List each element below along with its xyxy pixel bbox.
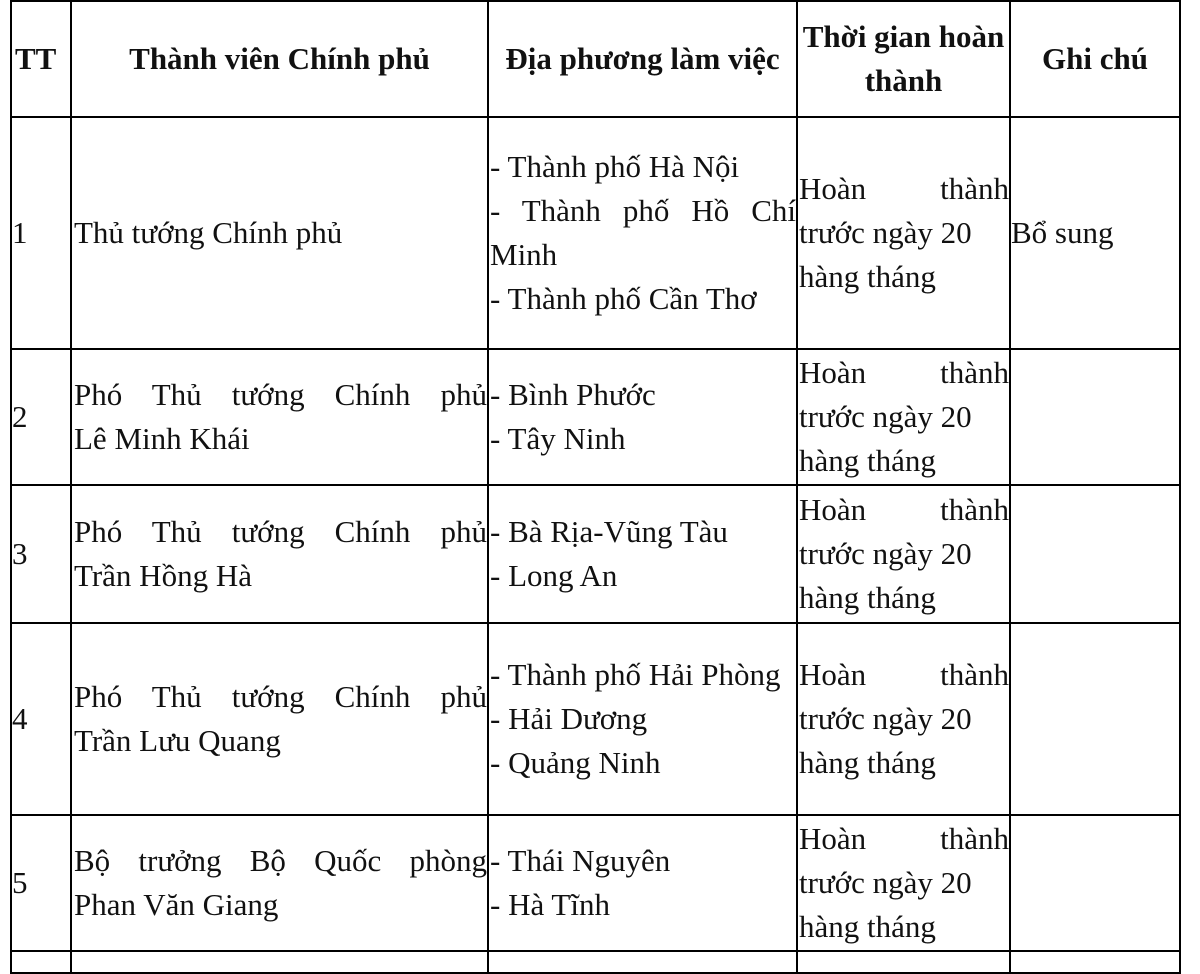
table-row-partial [11, 951, 1180, 973]
header-place: Địa phương làm việc [488, 1, 797, 117]
time-word: Hoàn [799, 657, 867, 692]
place-item: - Thành phố Hà Nội [490, 149, 740, 184]
member-cell [71, 951, 488, 973]
member-cell [71, 815, 488, 951]
table-row [11, 349, 1180, 485]
member-name: Trần Lưu Quang [74, 723, 281, 758]
assignment-table [10, 0, 1181, 974]
place-item: - Thành phố Hồ Chí Minh [490, 193, 796, 272]
place-item: - Hải Dương [490, 701, 648, 736]
time-cell [797, 951, 1010, 973]
time-word: Hoàn [799, 821, 867, 856]
time-word: thành [940, 821, 1009, 856]
place-item: - Quảng Ninh [490, 745, 661, 780]
place-item: - Thái Nguyên [490, 843, 671, 878]
header-row [11, 1, 1180, 117]
note-cell: Bổ sung [1010, 117, 1180, 349]
place-item: - Bà Rịa-Vũng Tàu [490, 514, 728, 549]
row-number [11, 951, 71, 973]
row-number: 2 [11, 349, 71, 485]
time-rest: trước ngày 20 hàng tháng [799, 536, 972, 615]
member-name: Phan Văn Giang [74, 887, 279, 922]
member-title: Phó Thủ tướng Chính phủ [74, 514, 487, 549]
place-item: - Long An [490, 558, 618, 593]
row-number: 3 [11, 485, 71, 623]
table-row [11, 623, 1180, 815]
member-cell [71, 117, 488, 349]
place-cell [488, 117, 797, 349]
time-cell [797, 349, 1010, 485]
table-row [11, 815, 1180, 951]
table-row [11, 117, 1180, 349]
row-number: 5 [11, 815, 71, 951]
time-word: Hoàn [799, 171, 867, 206]
time-cell [797, 485, 1010, 623]
time-word: thành [940, 492, 1009, 527]
place-cell [488, 623, 797, 815]
place-cell [488, 951, 797, 973]
member-name: Trần Hồng Hà [74, 558, 252, 593]
member-title: Phó Thủ tướng Chính phủ [74, 377, 487, 412]
time-word: thành [940, 355, 1009, 390]
note-cell [1010, 623, 1180, 815]
note-cell [1010, 485, 1180, 623]
time-rest: trước ngày 20 hàng tháng [799, 215, 972, 294]
place-item: - Thành phố Hải Phòng [490, 657, 781, 692]
note-cell [1010, 951, 1180, 973]
time-cell [797, 117, 1010, 349]
time-rest: trước ngày 20 hàng tháng [799, 701, 972, 780]
header-note: Ghi chú [1010, 1, 1180, 117]
place-item: - Tây Ninh [490, 421, 626, 456]
time-rest: trước ngày 20 hàng tháng [799, 865, 972, 944]
member-cell [71, 485, 488, 623]
member-cell [71, 623, 488, 815]
time-word: thành [940, 171, 1009, 206]
note-cell [1010, 349, 1180, 485]
place-cell [488, 485, 797, 623]
note-cell [1010, 815, 1180, 951]
place-cell [488, 349, 797, 485]
place-item: - Hà Tĩnh [490, 887, 610, 922]
header-time: Thời gian hoàn thành [797, 1, 1010, 117]
place-item: - Thành phố Cần Thơ [490, 281, 757, 316]
place-item: - Bình Phước [490, 377, 656, 412]
member-title: Phó Thủ tướng Chính phủ [74, 679, 487, 714]
member-name: Lê Minh Khái [74, 421, 250, 456]
member-name: Thủ tướng Chính phủ [74, 215, 343, 250]
row-number: 4 [11, 623, 71, 815]
time-word: thành [940, 657, 1009, 692]
place-cell [488, 815, 797, 951]
time-cell [797, 623, 1010, 815]
table-row [11, 485, 1180, 623]
member-cell [71, 349, 488, 485]
header-member: Thành viên Chính phủ [71, 1, 488, 117]
header-tt: TT [11, 1, 71, 117]
time-rest: trước ngày 20 hàng tháng [799, 399, 972, 478]
time-word: Hoàn [799, 492, 867, 527]
row-number: 1 [11, 117, 71, 349]
time-word: Hoàn [799, 355, 867, 390]
member-title: Bộ trưởng Bộ Quốc phòng [74, 843, 487, 878]
time-cell [797, 815, 1010, 951]
